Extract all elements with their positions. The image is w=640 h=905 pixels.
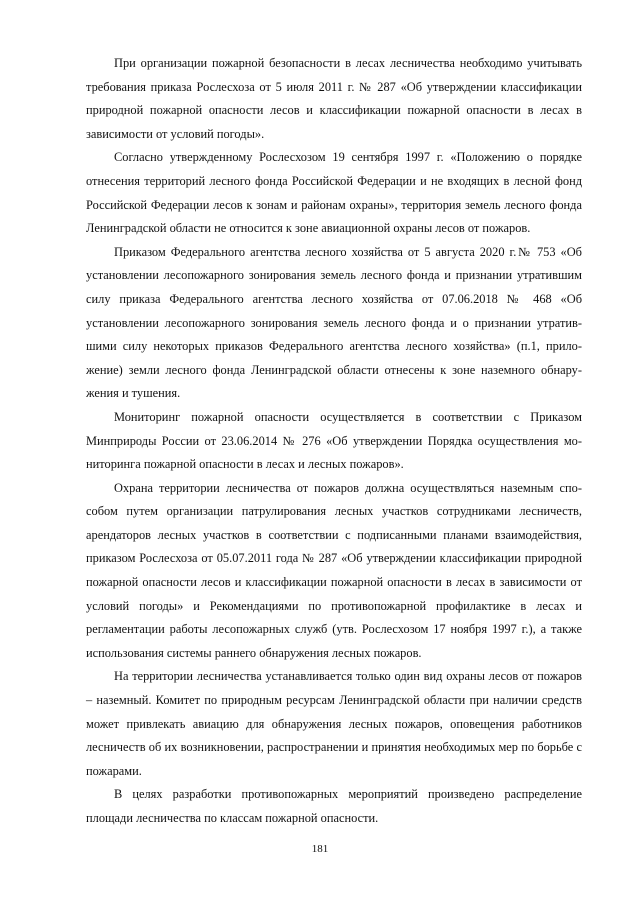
body-text	[86, 52, 582, 831]
paragraph-5: Охрана территории лесничества от пожаров должна осуществляться наземным способом путем организации патрулирования лесных участков сотрудниками лесничеств, арендаторов лесных участков в соответствии с подписанными планами взаимодействия, приказом Рослесхоза от 05.07.2011 года № 287 «Об утверждении классификации природной пожарной опасности лесов и классификации пожарной опасности в лесах в зависимости от условий погоды» и Рекомендациями по противопожарной профилактике в лесах и регламентации работы лесопожарных служб (утв. Рослесхозом 17 ноября 1997 г.), а также использования системы раннего обнаружения лесных пожаров.	[86, 480, 582, 660]
paragraph-1: При организации пожарной безопасности в лесах лесничества необходимо учитывать требования приказа Рослесхоза от 5 июля 2011 г. № 287 «Об утверждении классификации природной пожарной опасности лесов и классификации пожарной опасности в лесах в зависимости от условий погоды».	[86, 56, 582, 141]
paragraph-6: На территории лесничества устанавливается только один вид охраны лесов от пожаров – наземный. Комитет по природным ресурсам Ленинградской области при наличии средств может привлекать авиацию для обнаружения лесных пожаров, оповещения работников лесничеств об их возникновении, распространении и принятия необходимых мер по борьбе с пожарами.	[86, 669, 582, 778]
paragraph-4: Мониторинг пожарной опасности осуществляется в соответствии с Приказом Минприроды России от 23.06.2014 № 276 «Об утверждении Порядка осуществления мониторинга пожарной опасности в лесах и лесных пожаров».	[86, 409, 582, 472]
page-number: 181	[311, 843, 329, 855]
paragraph-2: Согласно утвержденному Рослесхозом 19 сентября 1997 г. «Положению о порядке отнесения территорий лесного фонда Российской Федерации и не входящих в лесной фонд Российской Федерации лесов к зонам и районам охраны», территория земель лесного фонда Ленинградской области не относится к зоне авиационной охраны лесов от пожаров.	[86, 150, 582, 236]
paragraph-3: Приказом Федерального агентства лесного хозяйства от 5 августа 2020 г.№ 753 «Об установлении лесопожарного зонирования земель лесного фонда и признании утратившим силу приказа Федерального агентства лесного хозяйства от 07.06.2018 № 468 «Об установлении лесопожарного зонирования земель лесного фонда и о признании утратившими силу некоторых приказов Федерального агентства лесного хозяйства» (п.1, приложение) земли лесного фонда Ленинградской области отнесены к зоне наземного обнаружения и тушения.	[86, 244, 582, 401]
paragraph-7: В целях разработки противопожарных мероприятий произведено распределение площади лесничества по классам пожарной опасности.	[86, 787, 582, 825]
